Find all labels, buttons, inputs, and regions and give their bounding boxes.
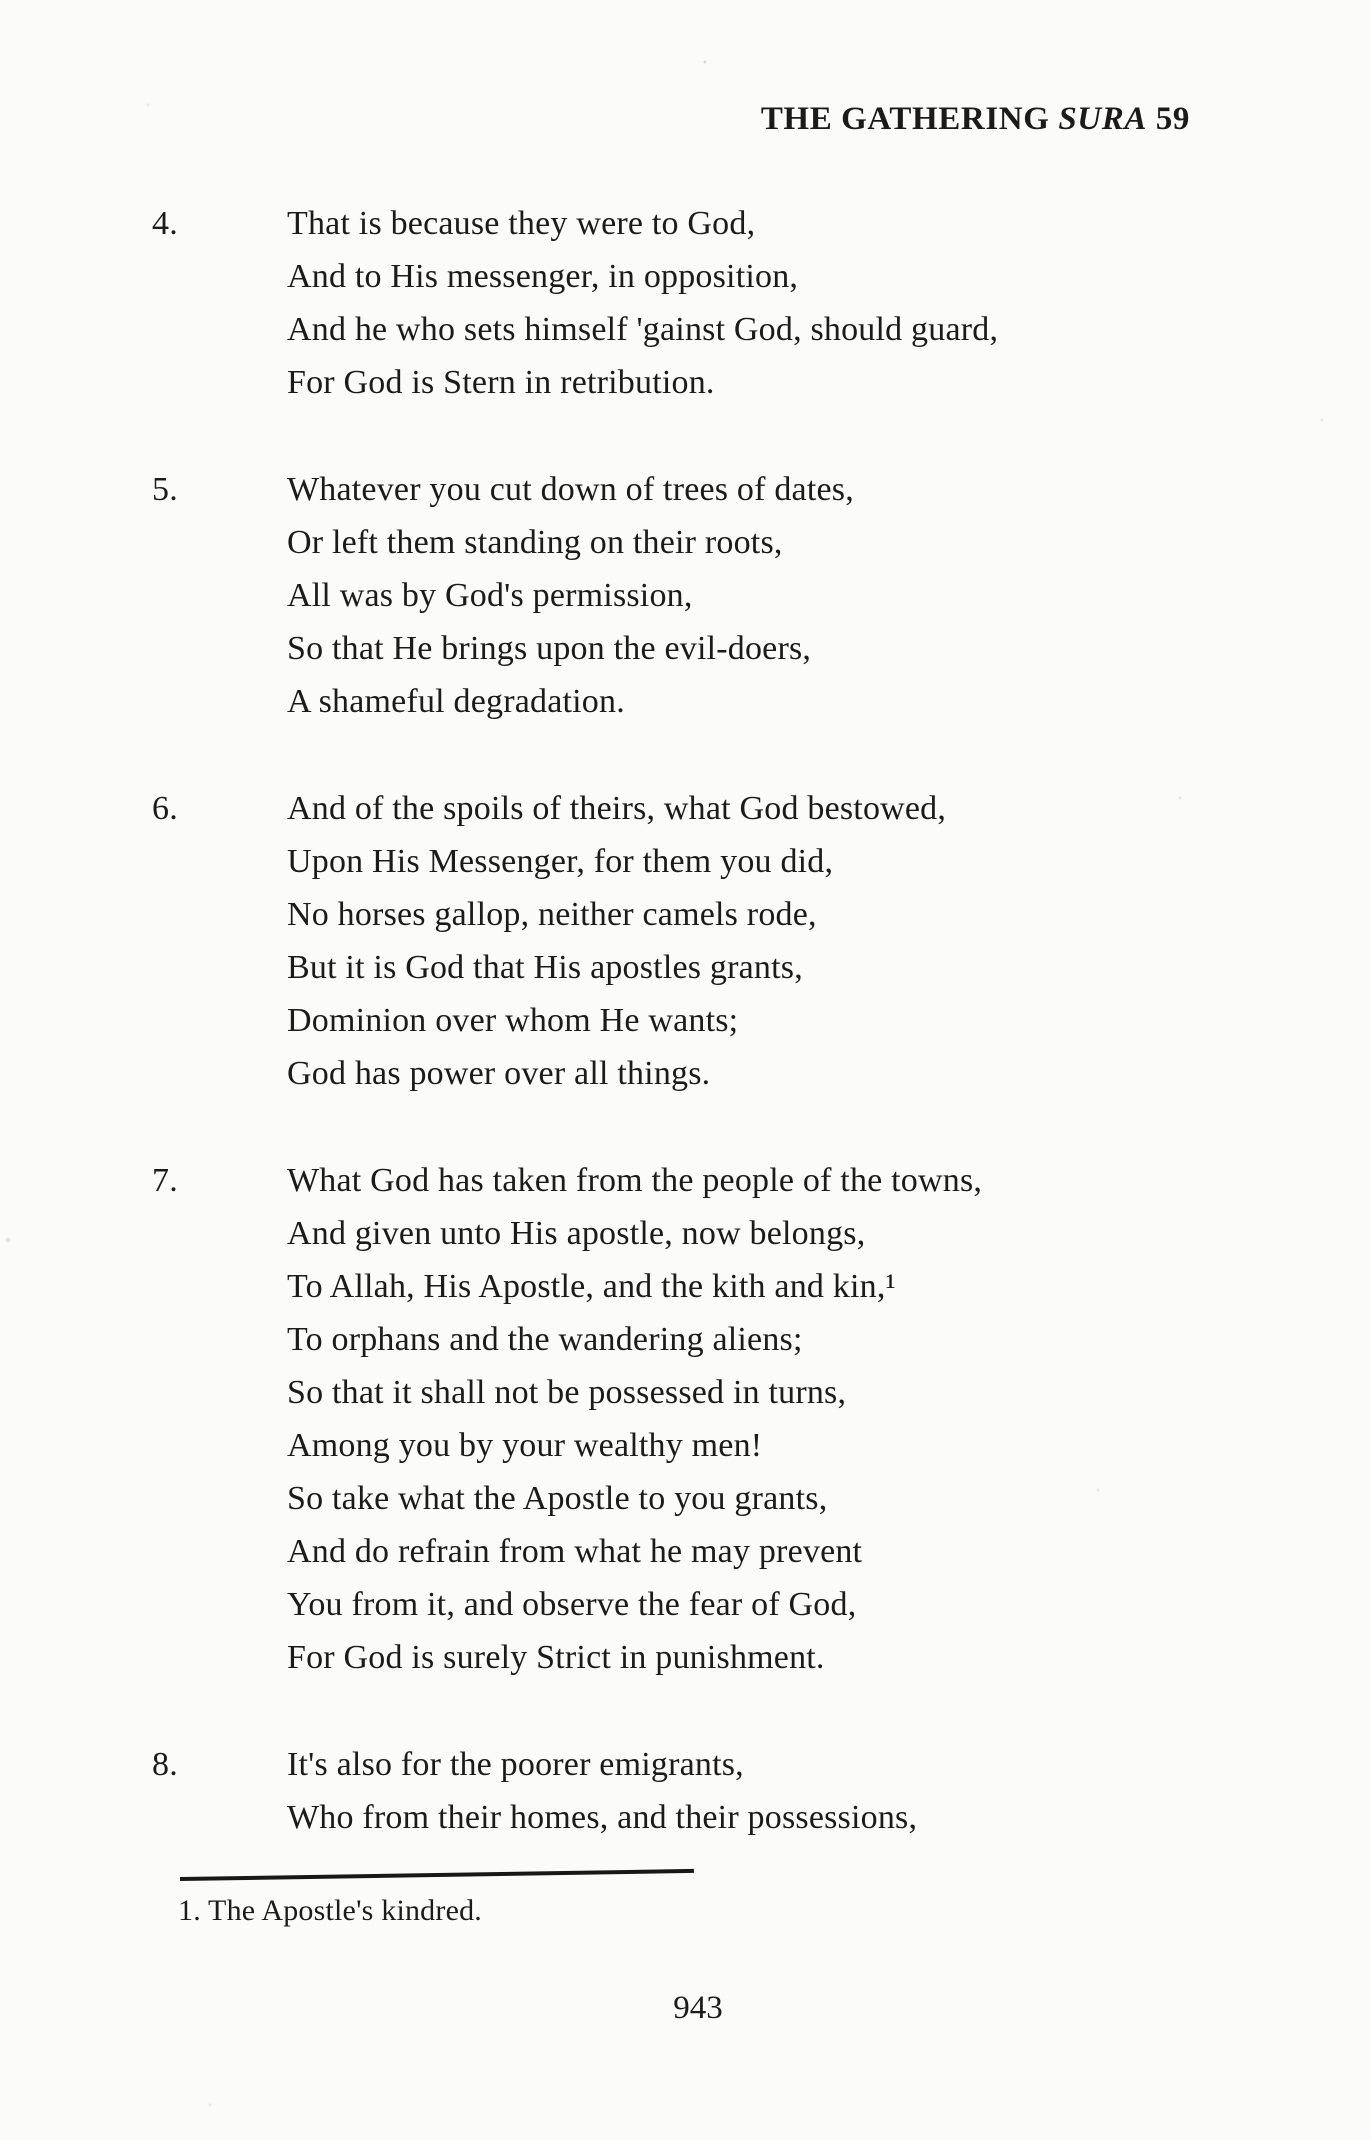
verse-line: Whatever you cut down of trees of dates, (287, 471, 854, 508)
verse-lines (287, 197, 1371, 409)
verse-line: And to His messenger, in opposition, (287, 258, 799, 295)
verse-line: No horses gallop, neither camels rode, (287, 896, 817, 933)
verse-4 (0, 197, 1371, 409)
verse-line: It's also for the poorer emigrants, (287, 1746, 744, 1783)
verse-line: Or left them standing on their roots, (287, 524, 783, 561)
verse-number: 5. (152, 471, 178, 508)
verse-number: 7. (152, 1162, 178, 1199)
running-head-title: THE GATHERING (760, 101, 1050, 137)
verse-lines (287, 463, 1371, 728)
verse-lines (287, 1154, 1371, 1684)
verse-line: So that it shall not be possessed in turns, (287, 1374, 847, 1411)
verse-line: To Allah, His Apostle, and the kith and kin,¹ (287, 1268, 896, 1305)
verse-5 (0, 463, 1371, 728)
verse-number: 6. (152, 790, 178, 827)
footnote-text: 1. The Apostle's kindred. (178, 1894, 482, 1927)
verse-line: But it is God that His apostles grants, (287, 949, 803, 986)
page-number: 943 (673, 1990, 723, 2026)
verse-line: For God is Stern in retribution. (287, 364, 715, 401)
verse-line: And given unto His apostle, now belongs, (287, 1215, 866, 1252)
verse-content (0, 197, 1371, 1898)
verse-8 (0, 1738, 1371, 1844)
verse-line: All was by God's permission, (287, 577, 693, 614)
verse-7 (0, 1154, 1371, 1684)
verse-lines (287, 782, 1371, 1100)
verse-line: You from it, and observe the fear of God, (287, 1586, 857, 1623)
verse-line: Upon His Messenger, for them you did, (287, 843, 834, 880)
verse-line: That is because they were to God, (287, 205, 756, 242)
verse-line: And of the spoils of theirs, what God bestowed, (287, 790, 947, 827)
verse-line: A shameful degradation. (287, 683, 625, 720)
verse-line: Dominion over whom He wants; (287, 1002, 739, 1039)
verse-lines (287, 1738, 1371, 1844)
running-head-sura-number: 59 (1155, 101, 1190, 137)
verse-number: 4. (152, 205, 178, 242)
verse-line: To orphans and the wandering aliens; (287, 1321, 803, 1358)
verse-line: So that He brings upon the evil-doers, (287, 630, 812, 667)
verse-line: And do refrain from what he may prevent (287, 1533, 863, 1570)
verse-line: So take what the Apostle to you grants, (287, 1480, 828, 1517)
verse-line: And he who sets himself 'gainst God, should guard, (287, 311, 999, 348)
verse-line: What God has taken from the people of the towns, (287, 1162, 983, 1199)
running-head (761, 101, 1190, 138)
verse-6 (0, 782, 1371, 1100)
verse-line: Who from their homes, and their possessions, (287, 1799, 918, 1836)
verse-line: Among you by your wealthy men! (287, 1427, 763, 1464)
verse-line: God has power over all things. (287, 1055, 711, 1092)
running-head-sura-label: SURA (1058, 101, 1147, 137)
verse-line: For God is surely Strict in punishment. (287, 1639, 825, 1676)
verse-number: 8. (152, 1746, 178, 1783)
